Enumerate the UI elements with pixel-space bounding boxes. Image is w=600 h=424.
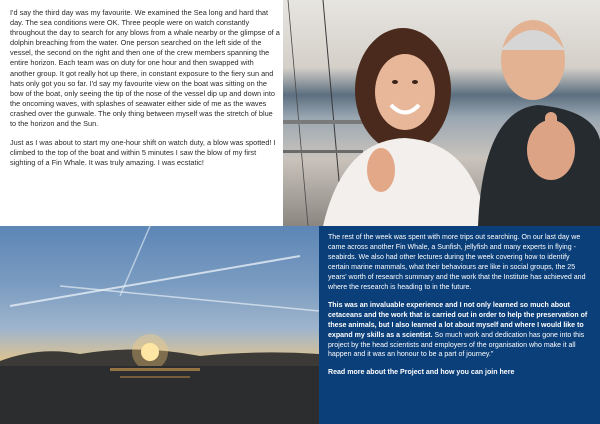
panel-paragraph-2-bold: This was an invaluable experience and I not only learned so much about cetaceans and the work that is carried out in order to help the preservation of these animals, but I also learned a lot about myself and where I would like to expand my skills as a scientist. bbox=[328, 301, 588, 339]
story-text-block bbox=[0, 0, 286, 226]
panel-paragraph-1: The rest of the week was spent with more trips out searching. On our last day we came across another Fin Whale, a Sunfish, jellyfish and many experts in flying - seabirds. We also had other lectures during the week covering how to identify certain marine mammals, what their behaviours are like in social groups, the 25 years' worth of research summary and the work that the Institute has achieved and where the research is heading to in the future. bbox=[328, 234, 586, 291]
sunset-photo bbox=[0, 226, 319, 424]
story-paragraph-1: I'd say the third day was my favourite. We examined the Sea long and hard that day. The sea conditions were OK. Three people were on watch constantly throughout the day to search for any blows from a whale nearby or the glimpse of a dolphin breaching from the water. One person searched on the left side of the vessel, the second on the right and then one of the crew members spanning the entire horizon. Each team was on duty for one hour and then swapped with another group. It got really hot up there, in constant exposure to the fiery sun and hats only got you so far. I'd say my favourite view on the boat was sitting on the bow of the boat, only seeing the tip of the nose of the vessel dip up and down into the oncoming waves, with splashes of seawater either side of me as the waves crashed over the gunwale. The only thing between myself was the stretch of blue to the horizon and the Sun. bbox=[10, 8, 280, 129]
panel-paragraph-2 bbox=[328, 301, 590, 361]
info-panel bbox=[319, 226, 600, 424]
sunset-photo-illustration bbox=[0, 226, 319, 424]
panel-cta bbox=[328, 368, 590, 378]
panel-cta-text: Read more about the Project and how you can join bbox=[328, 369, 500, 377]
panel-paragraph-2-rest: So much work and dedication has gone into this project by the head scientists and employers of the organisation who make it all happen and it was an honour to be a part of journey." bbox=[328, 331, 585, 359]
selfie-photo-illustration bbox=[283, 0, 600, 226]
join-here-link[interactable]: here bbox=[499, 369, 515, 377]
selfie-photo bbox=[283, 0, 600, 226]
story-paragraph-2: Just as I was about to start my one-hour shift on watch duty, a blow was spotted! I climbed to the top of the boat and within 5 minutes I saw the blow of my first sighting of a Fin Whale. It was truly amazing. I was ecstatic! bbox=[10, 138, 276, 168]
